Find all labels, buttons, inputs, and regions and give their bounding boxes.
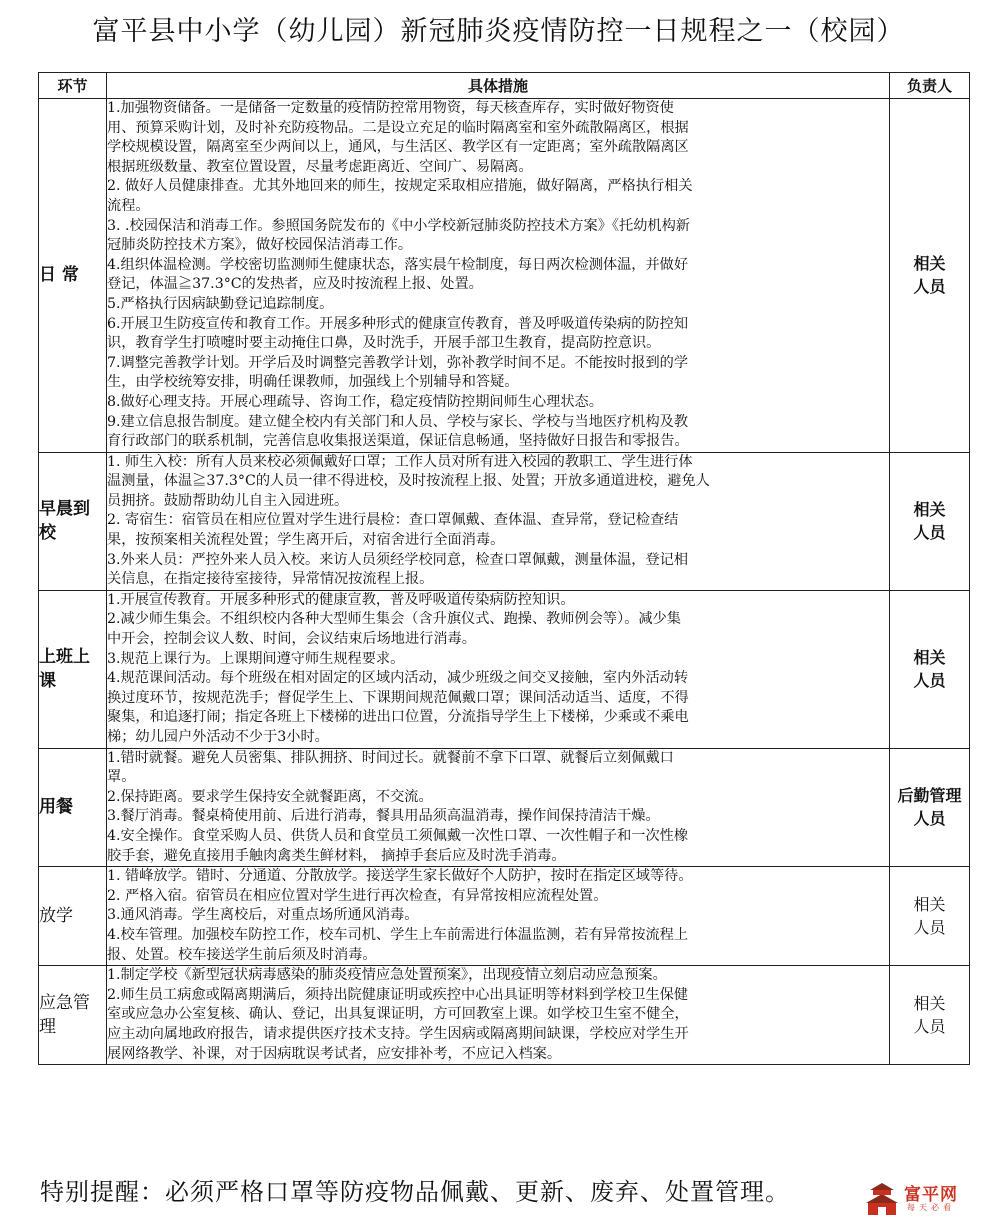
measure-line: 7.调整完善教学计划。开学后及时调整完善教学计划，弥补教学时间不足。不能按时报到的学 — [107, 354, 689, 371]
owner-cell — [890, 966, 970, 1065]
special-reminder: 特别提醒：必须严格口罩等防疫物品佩戴、更新、废弃、处置管理。 — [40, 1178, 790, 1206]
measure-line: 关信息，在指定接待室接待，异常情况按流程上报。 — [107, 571, 434, 588]
measure-line: 3.通风消毒。学生离校后，对重点场所通风消毒。 — [107, 907, 419, 924]
measure-line: 1.制定学校《新型冠状病毒感染的肺炎疫情应急处置预案》，出现疫情立刻启动应急预案。 — [107, 967, 667, 984]
logo-name: 富平网 — [904, 1185, 958, 1205]
measure-line: 2.保持距离。要求学生保持安全就餐距离，不交流。 — [107, 788, 433, 805]
owner-cell — [890, 590, 970, 748]
measure-line: 生，由学校统筹安排，明确任课教师，加强线上个别辅导和答疑。 — [107, 374, 519, 391]
stage-cell: 应急管理 — [39, 966, 107, 1065]
measure-line: 4.校车管理。加强校车防控工作，校车司机、学生上车前需进行体温监测，若有异常按流程上 — [107, 926, 689, 943]
measures-cell — [107, 590, 890, 748]
measure-line: 3.餐厅消毒。餐桌椅使用前、后进行消毒，餐具用品须高温消毒，操作间保持清洁干燥。 — [107, 808, 660, 825]
measure-line: 3.规范上课行为。上课期间遵守师生规程要求。 — [107, 650, 405, 667]
table-row — [39, 452, 970, 590]
table-row — [39, 966, 970, 1065]
stage-cell: 放学 — [39, 867, 107, 966]
owner-line: 人员 — [913, 277, 946, 297]
measure-line: 换过度环节，按规范洗手；督促学生上、下课期间规范佩戴口罩；课间活动适当、适度，不得 — [107, 689, 689, 706]
measure-line: 登记，体温≧37.3°C的发热者，应及时按流程上报、处置。 — [107, 276, 483, 293]
site-logo — [864, 1180, 980, 1218]
measure-line: 2. 做好人员健康排查。尤其外地回来的师生，按规定采取相应措施，做好隔离，严格执行相关 — [107, 178, 693, 195]
owner-line: 相关 — [913, 648, 946, 668]
owner-cell — [890, 748, 970, 867]
stage-cell: 早晨到校 — [39, 452, 107, 590]
measure-line: 1.加强物资储备。一是储备一定数量的疫情防控常用物资，每天核查库存，实时做好物资使 — [107, 100, 674, 116]
measure-line: 冠肺炎防控技术方案》，做好校园保洁消毒工作。 — [107, 237, 413, 254]
stage-cell: 上班上课 — [39, 590, 107, 748]
owner-cell — [890, 99, 970, 453]
measure-line: 罩。 — [107, 769, 136, 786]
measure-line: 员拥挤。鼓励帮助幼儿自主入园进班。 — [107, 492, 349, 509]
table-row — [39, 590, 970, 748]
table-row — [39, 867, 970, 966]
measure-line: 用、预算采购计划，及时补充防疫物品。二是设立充足的临时隔离室和室外疏散隔离区，根据 — [107, 119, 689, 136]
owner-line: 相关 — [913, 994, 946, 1014]
header-stage: 环节 — [39, 73, 107, 99]
measure-line: 应主动向属地政府报告，请求提供医疗技术支持。学生因病或隔离期间缺课，学校应对学生开 — [107, 1025, 689, 1042]
measure-line: 3.外来人员：严控外来人员入校。来访人员须经学校同意，检查口罩佩戴，测量体温，登记相 — [107, 551, 689, 568]
measure-line: 2. 寄宿生：宿管员在相应位置对学生进行晨检：查口罩佩戴、查体温、查异常，登记检查结 — [107, 512, 679, 529]
measure-line: 温测量，体温≧37.3°C的人员一律不得进校，及时按流程上报、处置；开放多通道进校，避免人 — [107, 473, 710, 490]
owner-line: 相关 — [913, 254, 946, 274]
owner-line: 人员 — [913, 523, 946, 543]
measure-line: 3. .校园保洁和消毒工作。参照国务院发布的《中小学校新冠肺炎防控技术方案》《托幼机构新 — [107, 217, 690, 234]
measures-cell — [107, 966, 890, 1065]
logo-tagline: 每天必看 — [907, 1203, 955, 1212]
owner-cell — [890, 452, 970, 590]
owner-line: 后勤管理 — [897, 786, 962, 806]
table-row — [39, 748, 970, 867]
owner-line: 相关 — [913, 500, 946, 520]
stage-cell: 用餐 — [39, 748, 107, 867]
measure-line: 流程。 — [107, 197, 150, 214]
measure-line: 聚集，和追逐打闹；指定各班上下楼梯的进出口位置，分流指导学生上下楼梯，少乘或不乘电 — [107, 709, 689, 726]
measure-line: 育行政部门的联系机制，完善信息收集报送渠道，保证信息畅通，坚持做好日报告和零报告。 — [107, 433, 689, 450]
measure-line: 1.错时就餐。避免人员密集、排队拥挤、时间过长。就餐前不拿下口罩、就餐后立刻佩戴口 — [107, 749, 674, 766]
measure-line: 识，教育学生打喷嚏时要主动掩住口鼻，及时洗手，开展手部卫生教育，提高防控意识。 — [107, 335, 661, 352]
measure-line: 1. 错峰放学。错时、分通道、分散放学。接送学生家长做好个人防护，按时在指定区域等待。 — [107, 868, 693, 885]
header-measures: 具体措施 — [107, 73, 890, 99]
measures-cell — [107, 748, 890, 867]
measures-cell — [107, 867, 890, 966]
measure-line: 果，按预案相关流程处置；学生离开后，对宿舍进行全面消毒。 — [107, 532, 505, 549]
table-row — [39, 99, 970, 453]
measure-line: 4.安全操作。食堂采购人员、供货人员和食堂员工须佩戴一次性口罩、一次性帽子和一次性橡 — [107, 827, 689, 844]
protocol-table — [38, 72, 970, 1065]
measures-cell — [107, 99, 890, 453]
owner-line: 人员 — [913, 671, 946, 691]
owner-line: 相关 — [913, 895, 946, 915]
gate-tower-icon — [864, 1181, 900, 1217]
owner-line: 人员 — [913, 1017, 946, 1037]
measure-line: 2.减少师生集会。不组织校内各种大型师生集会（含升旗仪式、跑操、教师例会等）。减少集 — [107, 611, 681, 628]
measure-line: 2.师生员工病愈或隔离期满后，须持出院健康证明或疾控中心出具证明等材料到学校卫生保健 — [107, 986, 689, 1003]
stage-cell: 日 常 — [39, 99, 107, 453]
table-header-row — [39, 73, 970, 99]
header-owner: 负责人 — [890, 73, 970, 99]
measure-line: 5.严格执行因病缺勤登记追踪制度。 — [107, 295, 334, 312]
measure-line: 1.开展宣传教育。开展多种形式的健康宣教，普及呼吸道传染病防控知识。 — [107, 591, 575, 608]
owner-line: 人员 — [913, 809, 946, 829]
measure-line: 6.开展卫生防疫宣传和教育工作。开展多种形式的健康宣传教育，普及呼吸道传染病的防控知 — [107, 315, 689, 332]
measure-line: 室或应急办公室复核、确认、登记，出具复课证明，方可回教室上课。如学校卫生室不健全， — [107, 1006, 689, 1023]
measure-line: 报、处置。校车接送学生前后须及时消毒。 — [107, 946, 377, 963]
measure-line: 8.做好心理支持。开展心理疏导、咨询工作，稳定疫情防控期间师生心理状态。 — [107, 393, 603, 410]
measure-line: 梯；幼儿园户外活动不少于3小时。 — [107, 729, 329, 745]
measure-line: 胶手套，避免直接用手触肉禽类生鲜材料， 摘掉手套后应及时洗手消毒。 — [107, 847, 566, 864]
measure-line: 9.建立信息报告制度。建立健全校内有关部门和人员、学校与家长、学校与当地医疗机构及教 — [107, 413, 689, 430]
measure-line: 4.组织体温检测。学校密切监测师生健康状态，落实晨午检制度，每日两次检测体温，并做好 — [107, 256, 689, 273]
measure-line: 1. 师生入校：所有人员来校必须佩戴好口罩；工作人员对所有进入校园的教职工、学生进行体 — [107, 453, 693, 470]
page-title: 富平县中小学（幼儿园）新冠肺炎疫情防控一日规程之一（校园） — [92, 16, 905, 47]
measure-line: 学校规模设置，隔离室至少两间以上，通风，与生活区、教学区有一定距离；室外疏散隔离区 — [107, 139, 689, 156]
measure-line: 4.规范课间活动。每个班级在相对固定的区域内活动，减少班级之间交叉接触，室内外活动转 — [107, 670, 689, 687]
measure-line: 展网络教学、补课，对于因病耽误考试者，应安排补考，不应记入档案。 — [107, 1045, 562, 1062]
measure-line: 中开会，控制会议人数、时间，会议结束后场地进行消毒。 — [107, 631, 476, 648]
measures-cell — [107, 452, 890, 590]
measure-line: 2. 严格入宿。宿管员在相应位置对学生进行再次检查，有异常按相应流程处置。 — [107, 887, 608, 904]
owner-cell — [890, 867, 970, 966]
measure-line: 根据班级数量、教室位置设置，尽量考虑距离近、空间广、易隔离。 — [107, 158, 533, 175]
owner-line: 人员 — [913, 918, 946, 938]
